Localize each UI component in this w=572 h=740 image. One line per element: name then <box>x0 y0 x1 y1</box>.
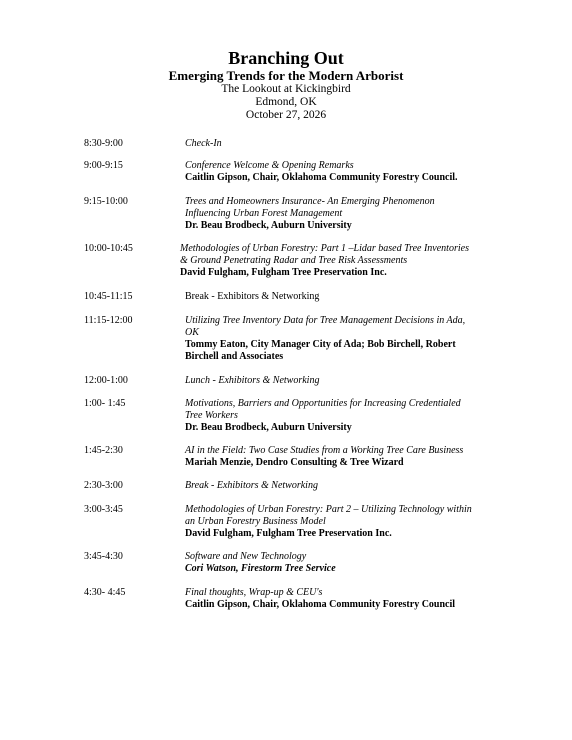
agenda-description <box>185 551 485 575</box>
session-title-line: Trees and Homeowners Insurance- An Emerging Phenomenon <box>185 196 435 207</box>
agenda-description <box>185 315 485 363</box>
session-title-line: Lunch - Exhibitors & Networking <box>185 375 320 386</box>
session-title-line: Methodologies of Urban Forestry: Part 1 –Lidar based Tree Inventories <box>180 243 469 254</box>
session-title-line: Conference Welcome & Opening Remarks <box>185 160 354 171</box>
speaker-line: David Fulgham, Fulgham Tree Preservation Inc. <box>185 528 392 539</box>
session-title-line: Tree Workers <box>185 410 238 421</box>
session-title-line: Motivations, Barriers and Opportunities for Increasing Credentialed <box>185 398 461 409</box>
agenda-header <box>0 47 572 122</box>
agenda-description <box>185 587 485 611</box>
speaker-line: Cori Watson, Firestorm Tree Service <box>185 563 336 574</box>
session-title-line: Utilizing Tree Inventory Data for Tree Management Decisions in Ada, <box>185 315 466 326</box>
agenda-time: 1:45-2:30 <box>84 445 123 456</box>
session-title-line: Final thoughts, Wrap-up & CEU's <box>185 587 323 598</box>
session-title-line: Break - Exhibitors & Networking <box>185 291 320 302</box>
event-date: October 27, 2026 <box>245 109 327 121</box>
agenda-description <box>185 196 485 232</box>
agenda-description <box>185 398 485 434</box>
agenda-time: 9:00-9:15 <box>84 160 123 171</box>
agenda-description <box>185 160 485 184</box>
agenda-time: 4:30- 4:45 <box>84 587 126 598</box>
event-city: Edmond, OK <box>255 96 317 108</box>
agenda-description <box>180 243 480 279</box>
session-title-line: OK <box>185 327 199 338</box>
speaker-line: Tommy Eaton, City Manager City of Ada; Bob Birchell, Robert <box>185 339 456 350</box>
session-title-line: & Ground Penetrating Radar and Tree Risk Assessments <box>180 255 408 266</box>
event-subtitle: Emerging Trends for the Modern Arborist <box>168 68 404 83</box>
agenda-time: 10:00-10:45 <box>84 243 133 254</box>
agenda-time: 1:00- 1:45 <box>84 398 126 409</box>
speaker-line: Caitlin Gipson, Chair, Oklahoma Community Forestry Council <box>185 599 456 610</box>
session-title-line: Check-In <box>185 138 222 149</box>
agenda-time: 11:15-12:00 <box>84 315 133 326</box>
agenda-description <box>185 480 485 492</box>
session-title-line: AI in the Field: Two Case Studies from a Working Tree Care Business <box>185 445 464 456</box>
speaker-line: Dr. Beau Brodbeck, Auburn University <box>185 422 352 433</box>
agenda-description <box>185 291 485 303</box>
agenda-description <box>185 375 485 387</box>
speaker-line: Caitlin Gipson, Chair, Oklahoma Community Forestry Council. <box>185 172 458 183</box>
agenda-time: 8:30-9:00 <box>84 138 123 149</box>
session-title-line: Methodologies of Urban Forestry: Part 2 – Utilizing Technology within <box>185 504 472 515</box>
agenda-description <box>185 445 485 469</box>
agenda-description <box>185 504 485 540</box>
speaker-line: David Fulgham, Fulgham Tree Preservation Inc. <box>180 267 387 278</box>
agenda-time: 10:45-11:15 <box>84 291 133 302</box>
speaker-line: Mariah Menzie, Dendro Consulting & Tree Wizard <box>185 457 404 468</box>
event-venue: The Lookout at Kickingbird <box>221 83 351 95</box>
session-title-line: Break - Exhibitors & Networking <box>185 480 318 491</box>
event-title: Branching Out <box>228 48 344 68</box>
session-title-line: an Urban Forestry Business Model <box>185 516 326 527</box>
agenda-time: 3:00-3:45 <box>84 504 123 515</box>
agenda-time: 3:45-4:30 <box>84 551 123 562</box>
agenda-time: 2:30-3:00 <box>84 480 123 491</box>
session-title-line: Influencing Urban Forest Management <box>185 208 343 219</box>
session-title-line: Software and New Technology <box>185 551 307 562</box>
agenda-time: 12:00-1:00 <box>84 375 128 386</box>
speaker-line: Birchell and Associates <box>185 351 284 362</box>
agenda-description <box>185 138 485 150</box>
speaker-line: Dr. Beau Brodbeck, Auburn University <box>185 220 352 231</box>
agenda-time: 9:15-10:00 <box>84 196 128 207</box>
